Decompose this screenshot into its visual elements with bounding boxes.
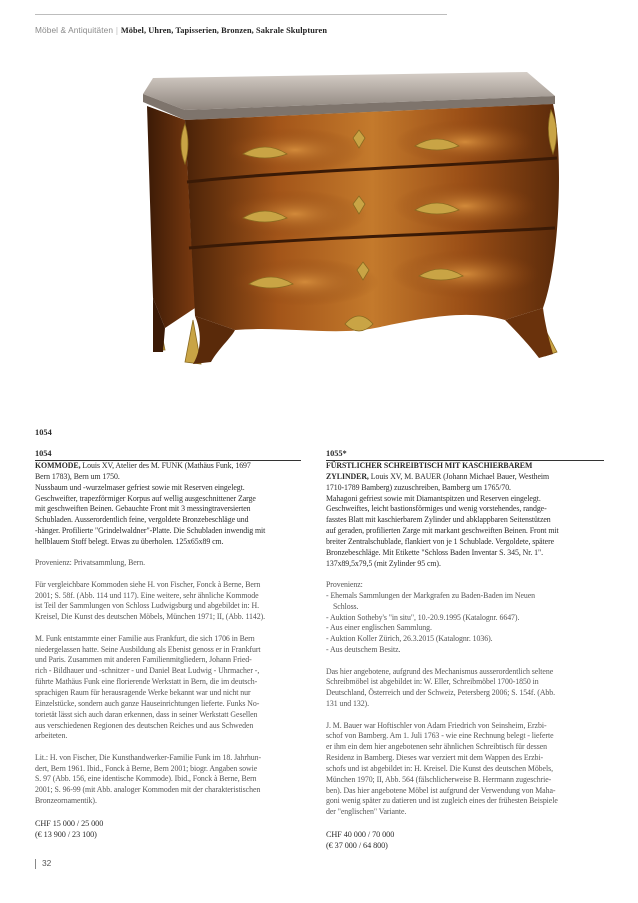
history-line: torietät lässt sich auch daran erkennen, dass in seiner Werkstatt Gesellen [35,709,258,719]
reference-line: ist Teil der Sammlungen von Schloss Ludwigsburg und abgebildet in: H. [35,601,259,611]
history-line: rich - Bildhauer und -schnitzer - und Daniel Beat Ludwig - Uhrmacher -, [35,666,260,676]
description-line: auf geraden, profilierten Zarge mit markant geschweiften Beinen. Front mit [326,526,559,536]
page-number: 32 [42,858,52,868]
provenance-title: Provenienz: [326,580,363,590]
lot-title-continued [326,472,604,483]
literature-line: S. 97 (Abb. 156, eine identische Kommode). Ibid., Fonck à Berne, Bern [35,774,257,784]
reference-line: 2001; S. 58f. (Abb. 114 und 117). Eine weitere, sehr ähnliche Kommode [35,590,259,600]
history-line: J. M. Bauer war Hoftischler von Adam Friedrich von Seinsheim, Erzbi- [326,720,547,730]
literature-line: 2001; S. 96-99 (mit Abb. analoger Kommoden mit der charakteristischen [35,785,261,795]
estimate-chf: CHF 15 000 / 25 000 [35,818,104,828]
history-line: Einzelstücke, sondern auch ganze Hauseinrichtungen lieferte. Funks No- [35,698,260,708]
lot-title-bold: KOMMODE, [35,461,81,470]
history-line: arbeiteten. [35,731,68,741]
running-head [35,25,327,35]
provenance: Provenienz: Privatsammlung, Bern. [35,558,145,568]
history-line: ben). Das hier angebotene Möbel ist aufgrund der Verwendung von Maha- [326,785,556,795]
description-line: hellblauem Stoff belegt. Etwas zu überholen. 125x65x89 cm. [35,536,224,546]
reference-line: Das hier angebotene, aufgrund des Mechanismus ausserordentlich seltene [326,666,554,676]
commode-photo [35,58,603,410]
commode-illustration [35,58,603,410]
reference-line: Für vergleichbare Kommoden siehe H. von Fischer, Fonck à Berne, Bern [35,579,261,589]
lot-number: 1054 [35,449,301,461]
description-line: mit geschweiften Beinen. Gebauchte Front mit 3 messingtraversierten [35,504,251,514]
history-line: niedergelassen hatte. Seine Ausbildung als Ebenist genoss er in Frankfurt [35,644,261,654]
description-line: Nussbaum und -wurzelmaser gefriest sowie mit Reserven eingelegt. [35,482,245,492]
lot-title-bold-2: ZYLINDER, [326,471,369,481]
provenance-item: Schloss. [333,601,359,611]
history-line: führte Mathäus Funk eine florierende Werkstatt in Bern, die im deutsch- [35,677,258,687]
description-line: breiter Zentralschublade, flankiert von je 1 Schublade. Vergoldete, spätere [326,536,555,546]
lot-title [35,461,301,472]
description-line: fasstes Blatt mit kaschierbarem Zylinder und abklappbaren Seitenstützen [326,515,551,525]
description-line: Mahagoni gefriest sowie mit Diamantspitzen und Reserven eingelegt. [326,493,541,503]
history-line: Residenz in Bamberg. Dieses war verziert mit dem Wappen des Erzbi- [326,753,544,763]
provenance-item: - Auktion Sotheby's "in situ", 10.-20.9.1995 (Katalognr. 6647). [326,612,520,622]
lot-1055-column [326,449,604,851]
header-rule [35,14,447,15]
reference-line: Deutschland, Österreich und der Schweiz, Petersberg 2006; S. 154f. (Abb. [326,688,556,698]
figure-label: 1054 [35,428,52,437]
reference-line: 131 und 132). [326,699,370,709]
literature-line: Lit.: H. von Fischer, Die Kunsthandwerker-Familie Funk im 18. Jahrhun- [35,752,262,762]
provenance-item: - Aus deutschem Besitz. [326,645,401,655]
provenance-item: - Auktion Koller Zürich, 26.3.2015 (Katalognr. 1036). [326,634,493,644]
provenance-item: - Ehemals Sammlungen der Markgrafen zu Baden-Baden im Neuen [326,590,536,600]
lot-number: 1055* [326,449,604,461]
literature-line: Bronzeornamentik). [35,796,97,806]
history-line: München 1970; II, Abb. 564 (fälschlicherweise B. Herrmann zugeschrie- [326,774,552,784]
footer-bar [35,859,36,869]
history-line: aus verschiedenen Regionen des deutschen Reiches und aus Schweden [35,720,254,730]
lot-title-bold: FÜRSTLICHER SCHREIBTISCH MIT KASCHIERBAREM [326,461,533,470]
description-line: Geschweifter, trapezförmiger Korpus auf wellig ausgeschnittener Zarge [35,493,256,503]
reference-line: Schreibmöbel ist abgebildet in: W. Eller, Schreibmöbel 1700-1850 in [326,677,539,687]
estimate-eur: (€ 37 000 / 64 800) [326,840,388,850]
lot-title [326,461,604,472]
header-separator: | [116,26,118,35]
history-line: schof von Bamberg. Am 1. Juli 1763 - wie eine Rechnung belegt - lieferte [326,731,554,741]
estimate-eur: (€ 13 900 / 23 100) [35,829,97,839]
history-line: sprachigen Raum für herausragende Werke bekannt war und nicht nur [35,687,251,697]
history-line: er ihm ein dem hier angebotenen sehr ähnlichen Schreibtisch für dessen [326,742,548,752]
description-line: Bern 1783), Bern um 1750. [35,471,120,481]
literature-line: dert, Bern 1961. Ibid., Fonck à Berne, Bern 2001; biogr. Angaben sowie [35,763,258,773]
section-subtitle: Möbel, Uhren, Tapisserien, Bronzen, Sakrale Skulpturen [120,26,328,35]
description-line: 1710-1789 Bamberg) zuzuschreiben, Bamberg um 1765/70. [326,482,511,492]
section-name: Möbel & Antiquitäten [35,25,114,35]
description-line: -hänger. Profilierte "Grindelwaldner"-Platte. Die Schubladen inwendig mit [35,526,266,536]
description-line: Bronzebeschläge. Mit Etikette "Schloss Baden Inventar S. 345, Nr. 1". [326,547,544,557]
description-line: 137x89,5x79,5 (mit Zylinder 95 cm). [326,558,441,568]
history-line: schofs und ist abgebildet in: H. Kreisel. Die Kunst des deutschen Möbels, [326,763,553,773]
history-line: goni wenig später zu datieren und ist zugleich eines der frühesten Beispiele [326,796,558,806]
estimate-chf: CHF 40 000 / 70 000 [326,829,395,839]
history-line: der "englischen" Variante. [326,807,407,817]
page-footer [35,858,51,869]
provenance-item: - Aus einer englischen Sammlung. [326,623,432,633]
description-line: Schubladen. Ausserordentlich feine, vergoldete Bronzebeschläge und [35,515,249,525]
lot-title-rest: Louis XV, Atelier des M. FUNK (Mathäus Funk, 1697 [80,461,251,470]
lot-title-rest: Louis XV, M. BAUER (Johann Michael Bauer, Westheim [368,471,550,481]
description-line: Geschweiftes, leicht bastionsförmiges und wenig vorstehendes, randge- [326,504,547,514]
reference-line: Kreisel, Die Kunst des deutschen Möbels, München 1971; II, (Abb. 1142). [35,612,266,622]
history-line: M. Funk entstammte einer Familie aus Frankfurt, die sich 1706 in Bern [35,633,255,643]
history-line: und Paris. Zusammen mit anderen Familienmitgliedern, Johann Fried- [35,655,252,665]
lot-1054-column [35,449,301,840]
